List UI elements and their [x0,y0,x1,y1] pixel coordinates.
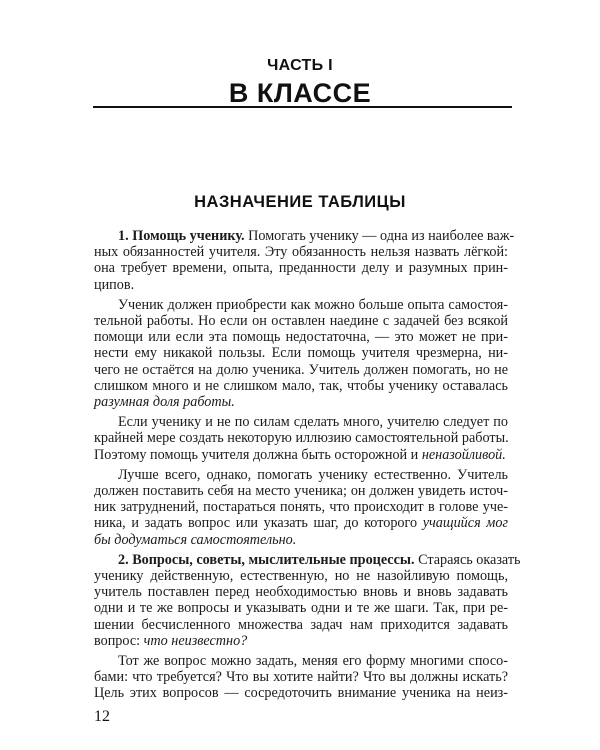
text-line: тельной работы. Но если он оставлен наедине с задачей без всякой [94,313,508,329]
text-line: ципов. [94,276,135,293]
text-line: чего не остаётся на долю ученика. Учитель должен помогать, но не [94,361,508,378]
text-line [94,447,508,463]
text-line: ных обязанностей учителя. Эту обязанность нельзя назвать лёгкой: [94,244,508,261]
text-line: должен поставить себя на место ученика; он должен увидеть источ- [94,483,508,499]
text-line: ник затруднений, постараться понять, что происходит в голове уче- [94,499,508,516]
text-line [94,515,508,531]
text-line: Ученик должен приобрести как можно больше опыта самостоя- [118,296,508,313]
text-line [94,633,508,649]
text-line: шении бесчисленного множества задач нам приходится задавать [94,616,508,633]
text-line [94,551,521,568]
part-title: В КЛАССЕ [228,78,372,108]
text-line: крайней мере создать некоторую иллюзию самостоятельной работы. [94,430,509,447]
text-run: Помогать ученику — одна из наиболее важ- [244,228,515,244]
section-title: НАЗНАЧЕНИЕ ТАБЛИЦЫ [194,193,406,211]
text-line [94,228,515,244]
text-line: Лучше всего, однако, помогать ученику естественно. Учитель [118,466,508,483]
text-run: вопрос: [94,632,144,649]
text-line: Тот же вопрос можно задать, меняя его форму многими спосо- [118,653,508,669]
text-line: бы додуматься самостоятельно. [94,531,297,548]
item-heading: 1. Помощь ученику. [118,228,245,244]
text-line: Цель этих вопросов — сосредоточить внимание ученика на неиз- [94,685,508,702]
text-run: Стараясь оказать [414,551,521,568]
text-line: ученику действенную, естественную, но не назойливую помощь, [94,568,508,584]
emphasis: учащийся мог [422,515,508,532]
text-line: помощи или если эта помощь недостаточна, — это может не при- [94,329,508,346]
text-run: Поэтому помощь учителя должна быть осторожной и [94,446,422,463]
text-line: нести ему никакой пользы. Если помощь учителя чрезмерна, ни- [94,345,508,362]
title-rule [93,106,512,108]
page-number: 12 [94,707,110,725]
emphasis: что неизвестно? [143,632,248,649]
item-heading: 2. Вопросы, советы, мыслительные процессы. [118,551,415,568]
text-run: ника, и задать вопрос или указать шаг, до которого [94,515,423,532]
text-line: одни и те же вопросы и указывать одни и те же шаги. Так, при ре- [94,600,508,617]
text-line: бами: что требуется? Что вы хотите найти? Что вы должны искать? [94,669,508,686]
text-line: она требует времени, опыта, преданности делу и разумных прин- [94,260,508,277]
text-line: слишком много и не слишком мало, так, чтобы ученику оставалась [94,377,508,394]
emphasis: неназойливой. [421,446,506,463]
text-line: Если ученику и не по силам сделать много, учителю следует по [118,414,508,431]
part-label: ЧАСТЬ I [267,57,333,74]
text-line: учитель поставлен перед необходимостью вновь и вновь задавать [94,584,508,601]
text-line: разумная доля работы. [94,394,235,410]
